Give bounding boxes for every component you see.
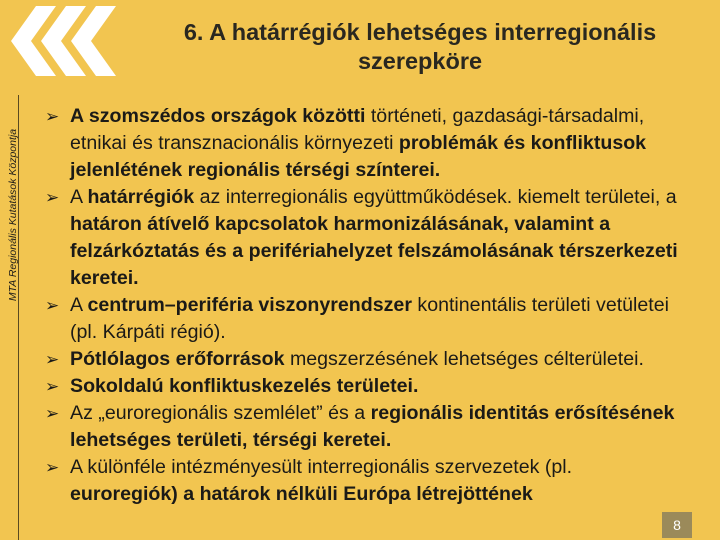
bullet-arrow-icon: ➢ [45, 377, 60, 396]
text-segment: Az „euroregionális szemlélet” és a [70, 402, 371, 424]
slide-title: 6. A határrégiók lehetséges interregionális szerepköre [183, 19, 657, 75]
bullet-text [70, 103, 685, 184]
bullet-item [45, 373, 685, 400]
text-segment: A [70, 294, 88, 316]
bullet-text [70, 346, 685, 373]
bullet-item [45, 292, 685, 346]
text-segment: kontinentális területi vetületei (pl. Kárpáti régió). [70, 294, 669, 343]
bullet-text [70, 454, 685, 508]
bullet-item [45, 103, 685, 184]
text-segment: A [70, 186, 88, 208]
bullet-arrow-icon: ➢ [45, 458, 60, 477]
bullet-item [45, 346, 685, 373]
institute-logo [8, 0, 124, 82]
text-segment: megszerzésének lehetséges célterületei. [284, 348, 644, 370]
bullet-item [45, 184, 685, 292]
bullet-arrow-icon: ➢ [45, 296, 60, 315]
side-label: MTA Regionális Kutatások Központja [7, 128, 19, 302]
bullet-text [70, 400, 685, 454]
bullet-arrow-icon: ➢ [45, 404, 60, 423]
bold-segment: Sokoldalú konfliktuskezelés területei. [70, 375, 419, 397]
bold-segment: regionális identitás erősítésének lehetséges területi, térségi keretei. [70, 402, 675, 451]
bullet-item [45, 400, 685, 454]
bullet-text [70, 184, 685, 292]
text-segment: történeti, gazdasági-társadalmi, etnikai és transznacionális környezeti [70, 105, 645, 154]
text-segment: az interregionális együttműködések. kiemelt területei, a [194, 186, 677, 208]
bold-segment: határrégiók [87, 186, 195, 208]
bold-segment: euroregiók) a határok nélküli Európa létrejöttének [70, 483, 533, 505]
page-number: 8 [662, 512, 692, 538]
bold-segment: Pótlólagos erőforrások [70, 348, 285, 370]
bold-segment: A szomszédos országok közötti [70, 105, 371, 127]
bullet-arrow-icon: ➢ [45, 350, 60, 369]
bullet-arrow-icon: ➢ [45, 107, 60, 126]
bold-segment: problémák és konfliktusok jelenlétének regionális térségi színterei. [70, 132, 647, 181]
bullet-item [45, 454, 685, 508]
bold-segment: határon átívelő kapcsolatok harmonizálásának, valamint a felzárkóztatás és a perifériahelyzet felszámolásának térszerkezeti keretei. [70, 213, 678, 289]
bullet-text [70, 373, 685, 400]
bold-segment: centrum–periféria viszonyrendszer [87, 294, 412, 316]
bullet-text [70, 292, 685, 346]
bullet-list [45, 103, 685, 508]
text-segment: A különféle intézményesült interregionális szervezetek (pl. [70, 456, 573, 478]
bullet-arrow-icon: ➢ [45, 188, 60, 207]
